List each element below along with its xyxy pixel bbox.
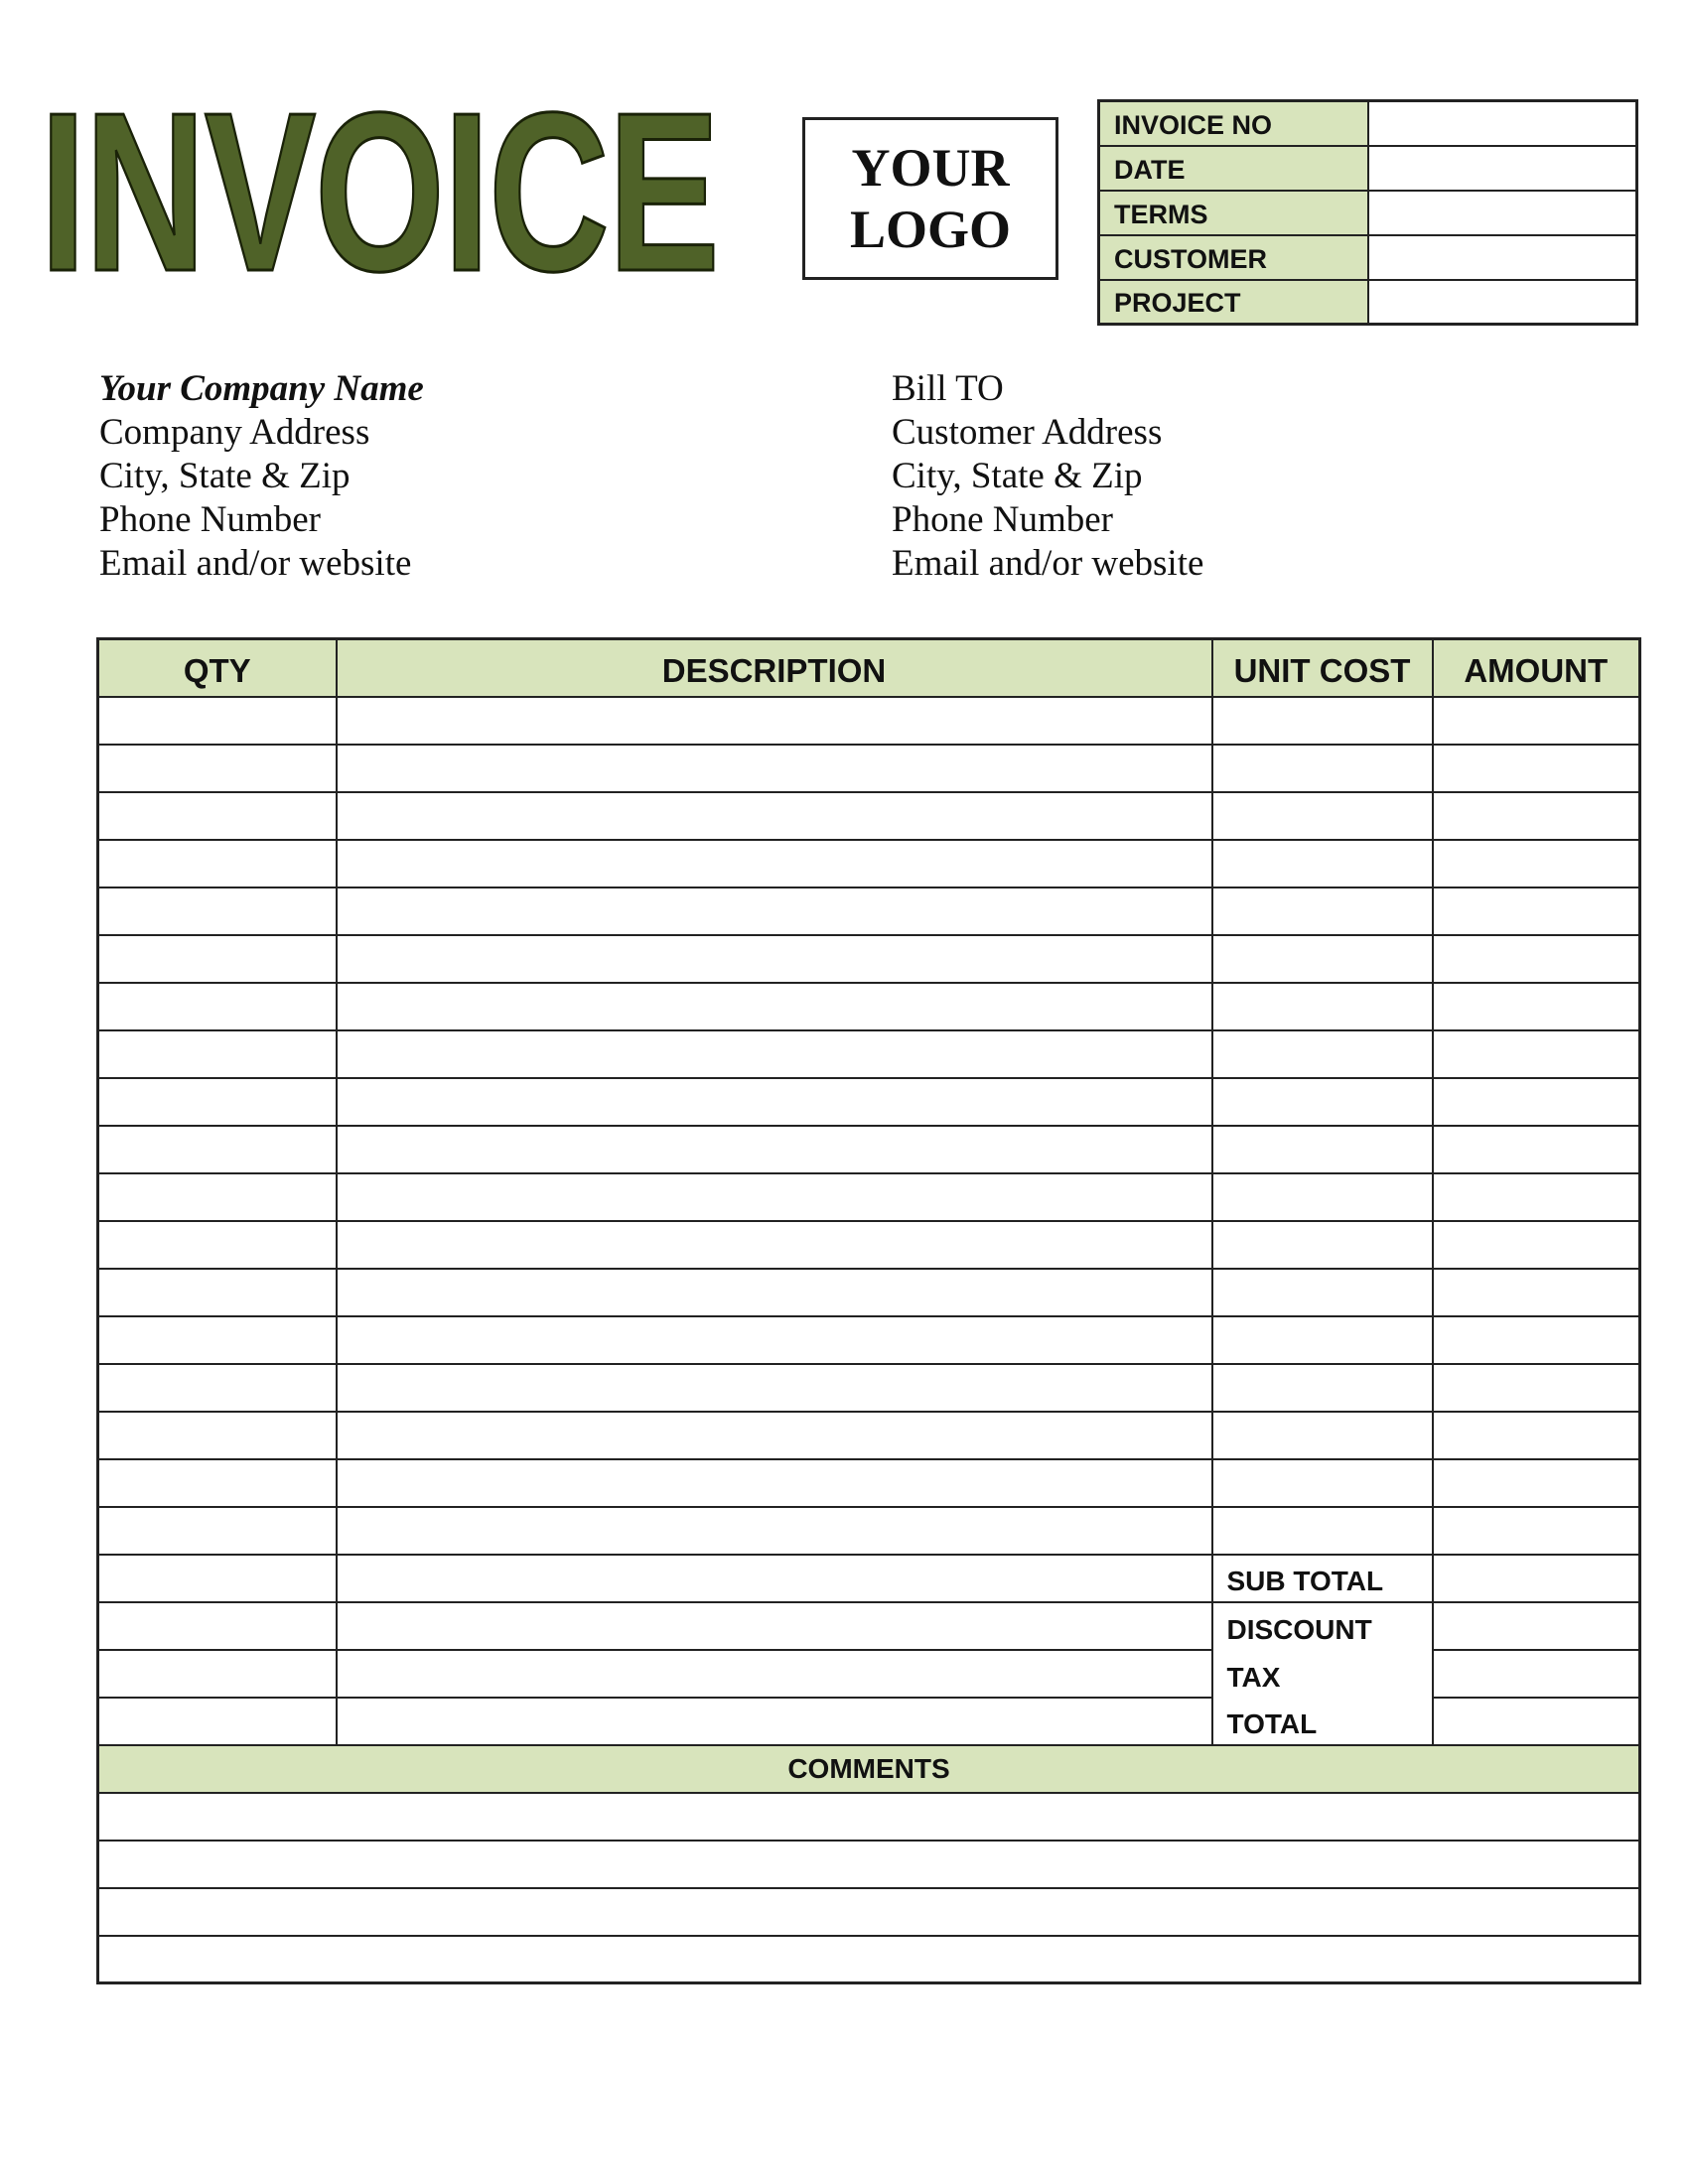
- amount-cell[interactable]: [1433, 1459, 1640, 1507]
- qty-cell[interactable]: [98, 1221, 337, 1269]
- tax-amount[interactable]: [1433, 1650, 1640, 1698]
- line-item-row: [98, 840, 1640, 887]
- amount-cell[interactable]: [1433, 1269, 1640, 1316]
- unit-cost-cell[interactable]: [1212, 792, 1433, 840]
- qty-cell[interactable]: [98, 1507, 337, 1555]
- line-item-row: [98, 1459, 1640, 1507]
- qty-cell[interactable]: [98, 1126, 337, 1173]
- meta-label: CUSTOMER: [1099, 235, 1368, 280]
- logo-line-1: YOUR: [851, 138, 1010, 198]
- line-item-row: [98, 1078, 1640, 1126]
- comment-line[interactable]: [98, 1841, 1640, 1888]
- amount-cell[interactable]: [1433, 1364, 1640, 1412]
- invoice-title: INVOICE: [40, 67, 719, 319]
- description-cell[interactable]: [337, 887, 1212, 935]
- company-address: Company Address: [99, 412, 370, 453]
- meta-label: PROJECT: [1099, 280, 1368, 325]
- amount-cell[interactable]: [1433, 983, 1640, 1030]
- line-item-row: [98, 1126, 1640, 1173]
- comment-line-row: [98, 1888, 1640, 1936]
- unit-cost-cell[interactable]: [1212, 1316, 1433, 1364]
- column-header-description: DESCRIPTION: [337, 639, 1212, 697]
- amount-cell[interactable]: [1433, 1507, 1640, 1555]
- line-item-row: [98, 745, 1640, 792]
- comments-header-row: [98, 1745, 1640, 1793]
- total-amount[interactable]: [1433, 1698, 1640, 1745]
- description-cell[interactable]: [337, 1364, 1212, 1412]
- qty-cell[interactable]: [98, 745, 337, 792]
- comment-line-row: [98, 1841, 1640, 1888]
- unit-cost-cell[interactable]: [1212, 1221, 1433, 1269]
- summary-row-total: [98, 1698, 1640, 1745]
- invoice-meta-table: [1097, 99, 1638, 326]
- amount-cell[interactable]: [1433, 1221, 1640, 1269]
- unit-cost-cell[interactable]: [1212, 887, 1433, 935]
- company-name: Your Company Name: [99, 368, 424, 409]
- qty-cell[interactable]: [98, 792, 337, 840]
- project-field[interactable]: [1368, 280, 1637, 325]
- line-item-row: [98, 1173, 1640, 1221]
- meta-label: INVOICE NO: [1099, 101, 1368, 146]
- line-item-row: [98, 1269, 1640, 1316]
- logo-placeholder: [802, 117, 1058, 280]
- line-item-row: [98, 697, 1640, 745]
- comment-line-row: [98, 1793, 1640, 1841]
- description-cell[interactable]: [337, 1698, 1212, 1745]
- unit-cost-cell[interactable]: [1212, 840, 1433, 887]
- column-header-qty: QTY: [98, 639, 337, 697]
- description-cell[interactable]: [337, 1030, 1212, 1078]
- qty-cell[interactable]: [98, 1698, 337, 1745]
- line-item-row: [98, 1221, 1640, 1269]
- description-cell[interactable]: [337, 1316, 1212, 1364]
- items-body: [98, 697, 1640, 1555]
- line-item-row: [98, 1507, 1640, 1555]
- qty-cell[interactable]: [98, 1412, 337, 1459]
- description-cell[interactable]: [337, 1126, 1212, 1173]
- qty-cell[interactable]: [98, 697, 337, 745]
- unit-cost-cell[interactable]: [1212, 1507, 1433, 1555]
- bill-to-heading: Bill TO: [892, 368, 1004, 409]
- meta-label: TERMS: [1099, 191, 1368, 235]
- total-label: TOTAL: [1212, 1698, 1433, 1745]
- customer-email: Email and/or website: [892, 543, 1204, 584]
- unit-cost-cell[interactable]: [1212, 1459, 1433, 1507]
- description-cell[interactable]: [337, 1650, 1212, 1698]
- amount-cell[interactable]: [1433, 1030, 1640, 1078]
- amount-cell[interactable]: [1433, 792, 1640, 840]
- meta-row-terms: [1099, 191, 1637, 235]
- line-item-row: [98, 1364, 1640, 1412]
- description-cell[interactable]: [337, 697, 1212, 745]
- company-phone: Phone Number: [99, 499, 321, 540]
- meta-row-invoice-no: [1099, 101, 1637, 146]
- amount-cell[interactable]: [1433, 1078, 1640, 1126]
- bill-to-block: [892, 367, 1203, 586]
- qty-cell[interactable]: [98, 1316, 337, 1364]
- line-item-row: [98, 1030, 1640, 1078]
- comments-body: [98, 1793, 1640, 1983]
- amount-cell[interactable]: [1433, 840, 1640, 887]
- meta-row-date: [1099, 146, 1637, 191]
- summary-row-discount: [98, 1602, 1640, 1650]
- amount-cell[interactable]: [1433, 745, 1640, 792]
- qty-cell[interactable]: [98, 1650, 337, 1698]
- description-cell[interactable]: [337, 1555, 1212, 1602]
- comments-heading: COMMENTS: [98, 1745, 1640, 1793]
- description-cell[interactable]: [337, 1507, 1212, 1555]
- unit-cost-cell[interactable]: [1212, 697, 1433, 745]
- description-cell[interactable]: [337, 1459, 1212, 1507]
- discount-label: DISCOUNT: [1212, 1602, 1433, 1650]
- comment-line[interactable]: [98, 1793, 1640, 1841]
- meta-label: DATE: [1099, 146, 1368, 191]
- discount-amount[interactable]: [1433, 1602, 1640, 1650]
- unit-cost-cell[interactable]: [1212, 1173, 1433, 1221]
- subtotal-label: SUB TOTAL: [1212, 1555, 1433, 1602]
- amount-cell[interactable]: [1433, 1173, 1640, 1221]
- unit-cost-cell[interactable]: [1212, 1030, 1433, 1078]
- line-item-row: [98, 1316, 1640, 1364]
- qty-cell[interactable]: [98, 1173, 337, 1221]
- customer-phone: Phone Number: [892, 499, 1113, 540]
- unit-cost-cell[interactable]: [1212, 1126, 1433, 1173]
- qty-cell[interactable]: [98, 840, 337, 887]
- company-address-block: [99, 367, 424, 586]
- terms-field[interactable]: [1368, 191, 1637, 235]
- qty-cell[interactable]: [98, 1602, 337, 1650]
- description-cell[interactable]: [337, 745, 1212, 792]
- unit-cost-cell[interactable]: [1212, 983, 1433, 1030]
- column-header-unit-cost: UNIT COST: [1212, 639, 1433, 697]
- amount-cell[interactable]: [1433, 1412, 1640, 1459]
- line-item-row: [98, 983, 1640, 1030]
- summary-row-tax: [98, 1650, 1640, 1698]
- description-cell[interactable]: [337, 840, 1212, 887]
- line-items-table: [96, 637, 1641, 1984]
- qty-cell[interactable]: [98, 935, 337, 983]
- subtotal-amount[interactable]: [1433, 1555, 1640, 1602]
- qty-cell[interactable]: [98, 983, 337, 1030]
- description-cell[interactable]: [337, 792, 1212, 840]
- amount-cell[interactable]: [1433, 935, 1640, 983]
- line-item-row: [98, 887, 1640, 935]
- description-cell[interactable]: [337, 935, 1212, 983]
- column-header-amount: AMOUNT: [1433, 639, 1640, 697]
- qty-cell[interactable]: [98, 1078, 337, 1126]
- qty-cell[interactable]: [98, 1459, 337, 1507]
- unit-cost-cell[interactable]: [1212, 1269, 1433, 1316]
- company-city: City, State & Zip: [99, 456, 351, 496]
- unit-cost-cell[interactable]: [1212, 935, 1433, 983]
- description-cell[interactable]: [337, 1602, 1212, 1650]
- qty-cell[interactable]: [98, 887, 337, 935]
- qty-cell[interactable]: [98, 1030, 337, 1078]
- description-cell[interactable]: [337, 1173, 1212, 1221]
- description-cell[interactable]: [337, 1269, 1212, 1316]
- meta-row-project: [1099, 280, 1637, 325]
- amount-cell[interactable]: [1433, 697, 1640, 745]
- amount-cell[interactable]: [1433, 1126, 1640, 1173]
- qty-cell[interactable]: [98, 1364, 337, 1412]
- summary-row-subtotal: [98, 1555, 1640, 1602]
- description-cell[interactable]: [337, 983, 1212, 1030]
- amount-cell[interactable]: [1433, 887, 1640, 935]
- customer-field[interactable]: [1368, 235, 1637, 280]
- unit-cost-cell[interactable]: [1212, 1364, 1433, 1412]
- description-cell[interactable]: [337, 1412, 1212, 1459]
- description-cell[interactable]: [337, 1221, 1212, 1269]
- invoice-no-field[interactable]: [1368, 101, 1637, 146]
- comment-line[interactable]: [98, 1888, 1640, 1936]
- line-item-row: [98, 792, 1640, 840]
- comment-line[interactable]: [98, 1936, 1640, 1983]
- line-item-row: [98, 1412, 1640, 1459]
- date-field[interactable]: [1368, 146, 1637, 191]
- description-cell[interactable]: [337, 1078, 1212, 1126]
- customer-city: City, State & Zip: [892, 456, 1143, 496]
- unit-cost-cell[interactable]: [1212, 1412, 1433, 1459]
- line-item-row: [98, 935, 1640, 983]
- unit-cost-cell[interactable]: [1212, 745, 1433, 792]
- amount-cell[interactable]: [1433, 1316, 1640, 1364]
- company-email: Email and/or website: [99, 543, 412, 584]
- meta-row-customer: [1099, 235, 1637, 280]
- tax-label: TAX: [1212, 1650, 1433, 1698]
- qty-cell[interactable]: [98, 1269, 337, 1316]
- customer-address: Customer Address: [892, 412, 1163, 453]
- logo-line-2: LOGO: [849, 200, 1012, 259]
- items-header-row: [98, 639, 1640, 697]
- qty-cell[interactable]: [98, 1555, 337, 1602]
- unit-cost-cell[interactable]: [1212, 1078, 1433, 1126]
- summary-body: [98, 1555, 1640, 1793]
- comment-line-row: [98, 1936, 1640, 1983]
